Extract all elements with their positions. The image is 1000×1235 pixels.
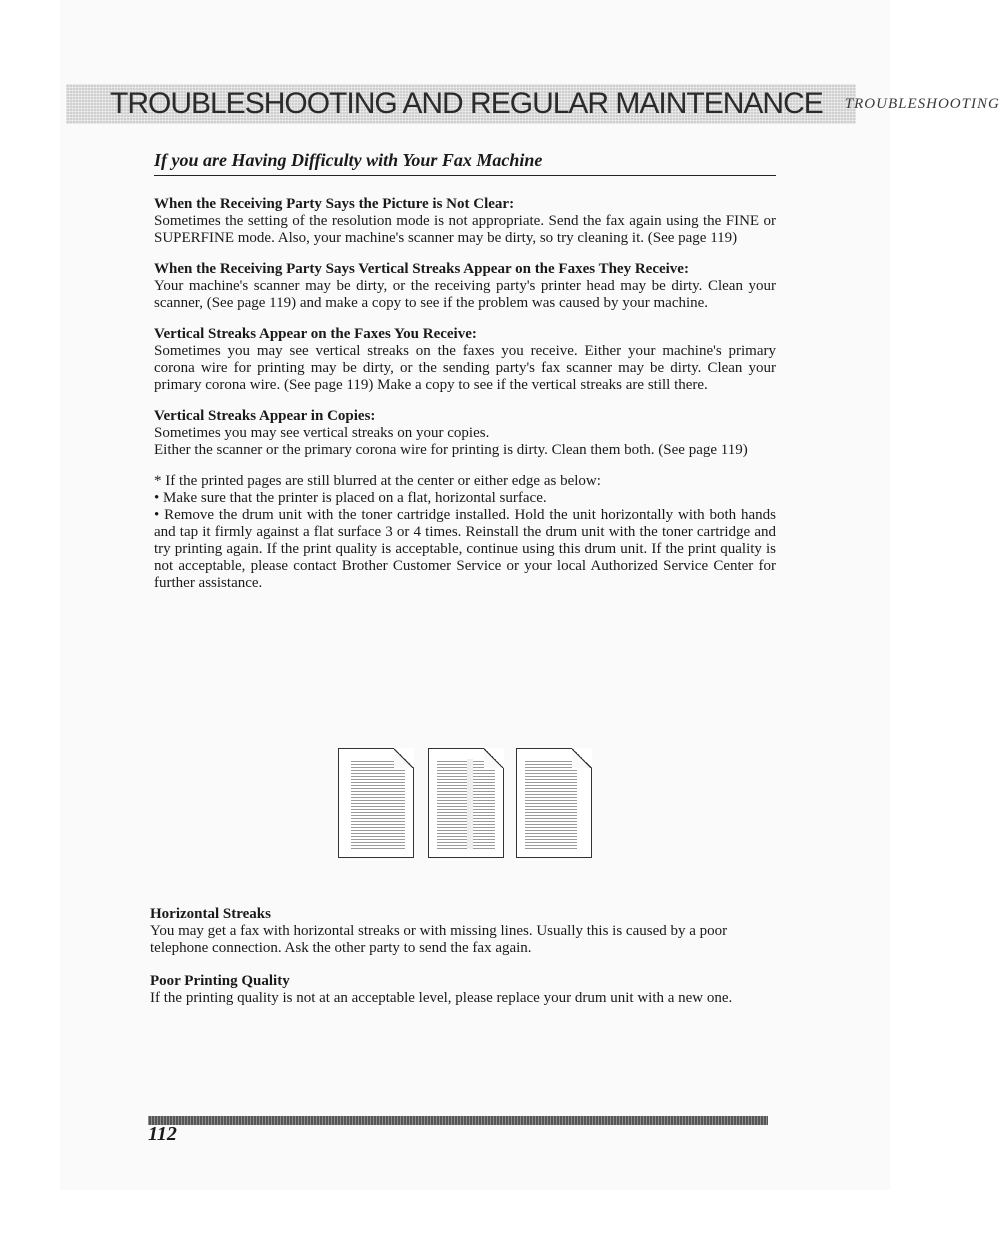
page-number: 112 [148,1123,177,1145]
issue-body: Sometimes the setting of the resolution mode is not appropriate. Send the fax again using the FINE or SUPERFINE mode. Also, your machine's scanner may be dirty, so try cleaning it. (See page 119) [154,213,776,246]
issue-heading: When the Receiving Party Says the Picture is Not Clear: [154,196,515,212]
issue-block [154,326,776,394]
issue-heading: Horizontal Streaks [150,906,271,922]
issue-heading: Poor Printing Quality [150,973,290,989]
issue-body: If the printing quality is not at an acceptable level, please replace your drum unit with a new one. [150,990,733,1006]
issue-block [154,261,776,312]
issue-heading: Vertical Streaks Appear in Copies: [154,408,376,424]
issue-body: Your machine's scanner may be dirty, or the receiving party's printer head may be dirty. Clean your scanner, (See page 119) and make a copy to see if the problem was caused by your machine. [154,278,776,311]
chapter-subtitle: TROUBLESHOOTING [844,95,1000,112]
issue-block [150,973,772,1007]
blurred-center-page [428,748,504,858]
flat-surface-tip: • Make sure that the printer is placed on a flat, horizontal surface. [154,490,547,506]
issue-body: You may get a fax with horizontal streaks or with missing lines. Usually this is caused by a poor telephone connection. Ask the other party to send the fax again. [150,923,728,956]
issue-body: Sometimes you may see vertical streaks on the faxes you receive. Either your machine's primary corona wire for printing may be dirty, or the sending party's fax scanner may be dirty. Clean your primary corona wire. (See page 119) Make a copy to see if the vertical streaks are still there. [154,343,776,393]
issue-heading: When the Receiving Party Says Vertical Streaks Appear on the Faxes They Receive: [154,261,689,277]
section-title: If you are Having Difficulty with Your Fax Machine [154,150,776,176]
blurred-left-edge-page [338,748,414,858]
blurred-pages-note: * If the printed pages are still blurred at the center or either edge as below: [154,473,601,489]
issue-block [154,408,776,459]
chapter-header-band [66,84,1000,124]
additional-issues [150,906,772,1023]
footer-bar [148,1116,768,1125]
blurred-right-edge-page [516,748,592,858]
troubleshooting-content [154,196,776,592]
blurred-page-illustrations [338,748,598,862]
drum-unit-tip: • Remove the drum unit with the toner cartridge installed. Hold the unit horizontally with both hands and tap it firmly against a flat surface 3 or 4 times. Reinstall the drum unit with the toner cartridge and try printing again. If the print quality is acceptable, continue using this drum unit. If the print quality is not acceptable, please contact Brother Customer Service or your local Authorized Service Center for further assistance. [154,507,776,591]
issue-body-continued: Either the scanner or the primary corona wire for printing is dirty. Clean them both. (See page 119) [154,442,748,458]
issue-block [154,196,776,247]
issue-heading: Vertical Streaks Appear on the Faxes You Receive: [154,326,477,342]
issue-block [150,906,772,957]
issue-body: Sometimes you may see vertical streaks on your copies. [154,425,490,441]
chapter-title: TROUBLESHOOTING AND REGULAR MAINTENANCE [110,87,823,120]
